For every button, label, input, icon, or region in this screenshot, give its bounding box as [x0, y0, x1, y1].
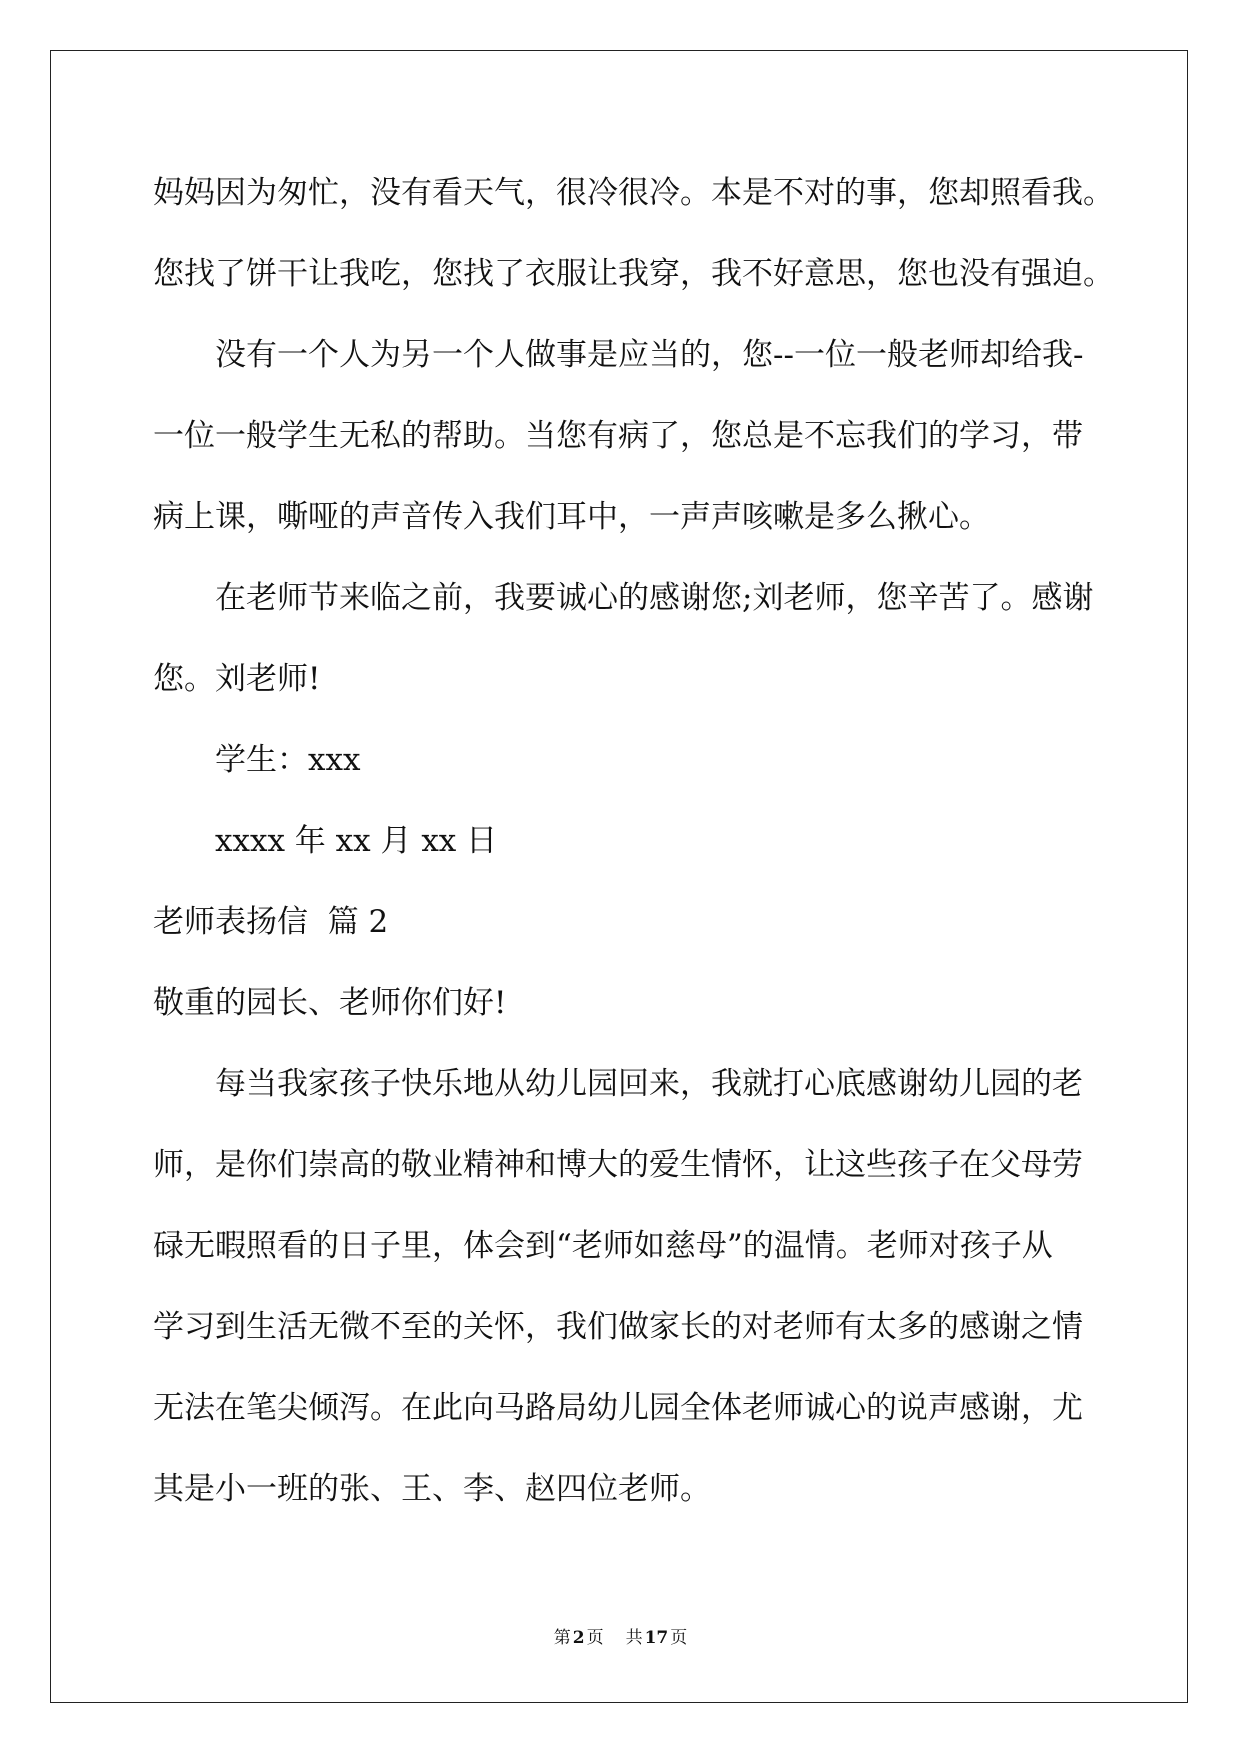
text-line: 一位一般学生无私的帮助。当您有病了，您总是不忘我们的学习，带 [153, 418, 1083, 454]
letter-salutation: 敬重的园长、老师你们好! [153, 985, 507, 1021]
paragraph-continued [153, 153, 1153, 315]
paragraph [153, 315, 1153, 558]
text-line: 师，是你们崇高的敬业精神和博大的爱生情怀，让这些孩子在父母劳 [153, 1147, 1083, 1183]
letter-signature: 学生：xxx [215, 742, 361, 778]
text-line: 您找了饼干让我吃，您找了衣服让我穿，我不好意思，您也没有强迫。 [153, 256, 1114, 292]
text-line: 无法在笔尖倾泻。在此向马路局幼儿园全体老师诚心的说声感谢，尤 [153, 1390, 1083, 1426]
page-number: 2 [572, 1628, 585, 1648]
text-line: 其是小一班的张、王、李、赵四位老师。 [153, 1471, 711, 1507]
page-number-suffix: 页 [586, 1628, 604, 1648]
page-number-prefix: 第 [553, 1628, 571, 1648]
total-pages: 17 [644, 1628, 669, 1648]
section-heading: 老师表扬信 篇 2 [153, 904, 389, 940]
page-footer [0, 1626, 1241, 1650]
total-pages-suffix: 页 [670, 1628, 688, 1648]
paragraph [153, 1044, 1153, 1530]
total-pages-prefix: 共 [625, 1628, 643, 1648]
paragraph [153, 558, 1153, 720]
page-content [153, 153, 1153, 1530]
letter-date: xxxx 年 xx 月 xx 日 [215, 823, 498, 859]
text-line: 您。刘老师! [153, 661, 321, 697]
text-line: 每当我家孩子快乐地从幼儿园回来，我就打心底感谢幼儿园的老 [215, 1066, 1083, 1102]
text-line: 妈妈因为匆忙，没有看天气，很冷很冷。本是不对的事，您却照看我。 [153, 175, 1114, 211]
text-line: 学习到生活无微不至的关怀，我们做家长的对老师有太多的感谢之情 [153, 1309, 1083, 1345]
text-line: 在老师节来临之前，我要诚心的感谢您;刘老师，您辛苦了。感谢 [215, 580, 1094, 616]
text-line: 病上课，嘶哑的声音传入我们耳中，一声声咳嗽是多么揪心。 [153, 499, 990, 535]
text-line: 没有一个人为另一个人做事是应当的，您--一位一般老师却给我- [215, 337, 1084, 373]
text-line: 碌无暇照看的日子里，体会到“老师如慈母”的温情。老师对孩子从 [153, 1228, 1053, 1264]
